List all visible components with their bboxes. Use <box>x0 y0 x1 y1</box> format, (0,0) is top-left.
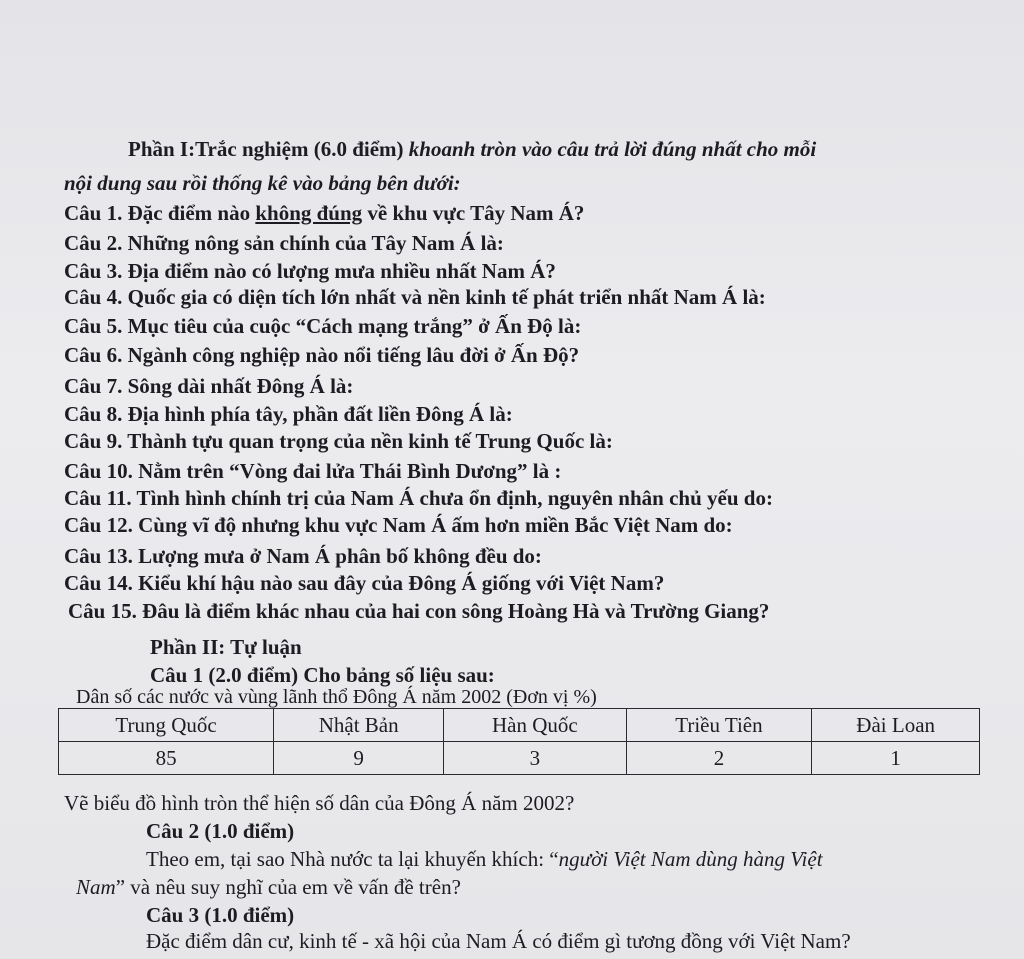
part2-question-3-heading: Câu 3 (1.0 điểm) <box>146 903 295 927</box>
question-13: Câu 13. Lượng mưa ở Nam Á phân bố không đều do: <box>64 544 542 568</box>
question-1 <box>64 200 584 226</box>
question-14: Câu 14. Kiểu khí hậu nào sau đây của Đông Á giống với Việt Nam? <box>64 571 665 595</box>
part2-question-2-line2 <box>76 874 461 900</box>
table-header-cell: Trung Quốc <box>59 709 274 742</box>
question-6: Câu 6. Ngành công nghiệp nào nổi tiếng lâu đời ở Ấn Độ? <box>64 343 580 367</box>
question-15: Câu 15. Đâu là điểm khác nhau của hai con sông Hoàng Hà và Trường Giang? <box>68 599 770 623</box>
table-value-cell: 85 <box>59 742 274 775</box>
question-1-underlined: không đúng <box>255 201 363 225</box>
question-12: Câu 12. Cùng vĩ độ nhưng khu vực Nam Á ấm hơn miền Bắc Việt Nam do: <box>64 513 733 537</box>
question-2-text-italic-end: Nam <box>76 875 116 899</box>
part1-heading-italic-1: khoanh tròn vào câu trả lời đúng nhất cho mỗi <box>403 137 817 161</box>
part1-heading-line1 <box>128 136 816 162</box>
table-header-cell: Hàn Quốc <box>444 709 626 742</box>
table-title: Dân số các nước và vùng lãnh thổ Đông Á năm 2002 (Đơn vị %) <box>76 686 597 708</box>
table-value-row <box>59 742 980 775</box>
question-7: Câu 7. Sông dài nhất Đông Á là: <box>64 374 354 398</box>
table-value-cell: 1 <box>812 742 980 775</box>
question-4: Câu 4. Quốc gia có diện tích lớn nhất và nền kinh tế phát triển nhất Nam Á là: <box>64 285 766 309</box>
part1-heading-bold: Phần I:Trắc nghiệm (6.0 điểm) <box>128 137 404 161</box>
question-10: Câu 10. Nằm trên “Vòng đai lửa Thái Bình Dương” là : <box>64 459 562 483</box>
question-2-text-italic: người Việt Nam dùng hàng Việt <box>558 847 823 871</box>
table-value-cell: 9 <box>274 742 444 775</box>
population-table <box>58 708 980 775</box>
question-2-text-plain-end: ” và nêu suy nghĩ của em về vấn đề trên? <box>115 875 461 899</box>
question-2: Câu 2. Những nông sản chính của Tây Nam Á là: <box>64 231 504 255</box>
question-11: Câu 11. Tình hình chính trị của Nam Á chưa ổn định, nguyên nhân chủ yếu do: <box>64 486 773 510</box>
table-header-row <box>59 709 980 742</box>
part2-question-3-text: Đặc điểm dân cư, kinh tế - xã hội của Nam Á có điểm gì tương đồng với Việt Nam? <box>146 929 851 953</box>
table-header-cell: Nhật Bản <box>274 709 444 742</box>
part2-question-2-heading: Câu 2 (1.0 điểm) <box>146 819 295 843</box>
part2-question-1-task: Vẽ biểu đồ hình tròn thể hiện số dân của Đông Á năm 2002? <box>64 791 575 815</box>
question-8: Câu 8. Địa hình phía tây, phần đất liền Đông Á là: <box>64 402 513 426</box>
question-9: Câu 9. Thành tựu quan trọng của nền kinh tế Trung Quốc là: <box>64 429 613 453</box>
table-header-cell: Triều Tiên <box>626 709 812 742</box>
question-1-suffix: về khu vực Tây Nam Á? <box>362 201 585 225</box>
part2-question-1-heading: Câu 1 (2.0 điểm) Cho bảng số liệu sau: <box>150 663 495 687</box>
part2-heading: Phần II: Tự luận <box>150 635 302 659</box>
table-header-cell: Đài Loan <box>812 709 980 742</box>
question-5: Câu 5. Mục tiêu của cuộc “Cách mạng trắng” ở Ấn Độ là: <box>64 314 582 338</box>
question-2-text-plain: Theo em, tại sao Nhà nước ta lại khuyến khích: “ <box>146 847 559 871</box>
table-value-cell: 2 <box>626 742 812 775</box>
question-3: Câu 3. Địa điểm nào có lượng mưa nhiều nhất Nam Á? <box>64 259 556 283</box>
part2-question-2-line1 <box>146 846 823 872</box>
question-1-prefix: Câu 1. Đặc điểm nào <box>64 201 256 225</box>
part1-heading-line2: nội dung sau rồi thống kê vào bảng bên dưới: <box>64 171 461 195</box>
table-value-cell: 3 <box>444 742 626 775</box>
